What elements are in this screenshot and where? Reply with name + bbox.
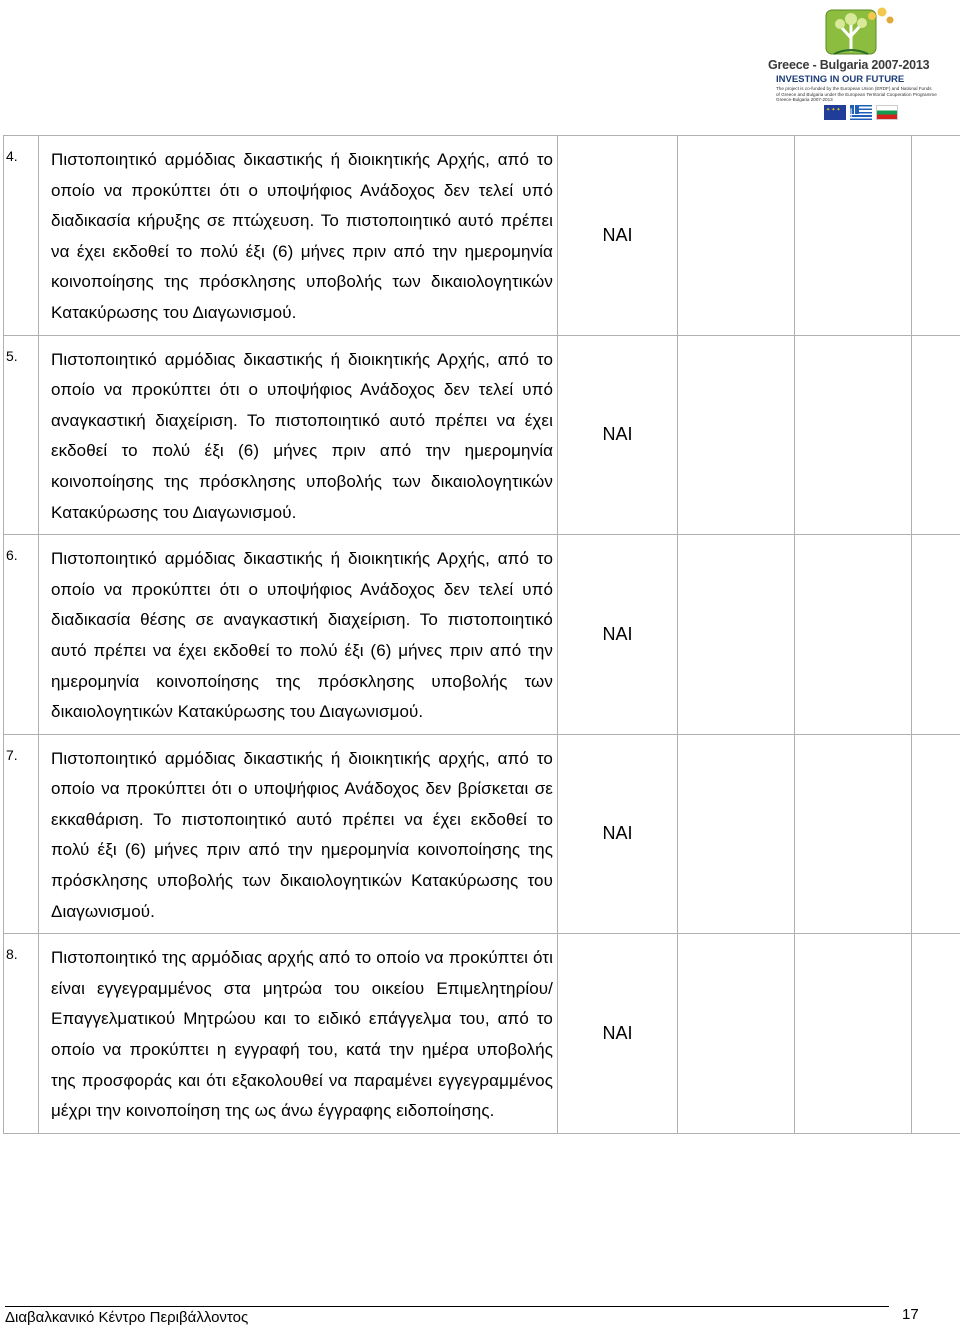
row-answer: ΝΑΙ	[558, 335, 678, 535]
logo-note-line-2: of Greece and Bulgaria under the European Territorial Cooperation Programme	[776, 91, 937, 97]
row-answer: ΝΑΙ	[558, 934, 678, 1134]
programme-logo	[766, 4, 958, 124]
logo-subtitle: INVESTING IN OUR FUTURE	[776, 74, 905, 85]
table-row	[4, 734, 960, 934]
footer-organization: Διαβαλκανικό Κέντρο Περιβάλλοντος	[5, 1309, 249, 1326]
row-text: Πιστοποιητικό της αρμόδιας αρχής από το οποίο να προκύπτει ότι είναι εγγεγραμμένος στα μητρώα του οικείου Επιμελητηρίου/Επαγγελματικού Μητρώου και το ειδικό επάγγελμα του, από το οποίο να προκύπτει η εγγραφή του, κατά την ημέρα υποβολής της προσφοράς και ότι εξακολουθεί να παραμένει εγγεγραμμένος μέχρι την κοινοποίηση της ως άνω έγγραφης ειδοποίησης.	[39, 934, 558, 1134]
row-number: 8.	[4, 934, 39, 1134]
row-answer: ΝΑΙ	[558, 136, 678, 336]
row-number: 5.	[4, 335, 39, 535]
empty-cell	[912, 734, 960, 934]
eu-flag-icon	[824, 105, 846, 120]
row-answer: ΝΑΙ	[558, 734, 678, 934]
empty-cell	[795, 535, 912, 735]
logo-cofunding-note	[776, 86, 958, 103]
table-row	[4, 136, 960, 336]
logo-note-line-1: The project is co-funded by the European Union (ERDF) and National Funds	[776, 86, 932, 91]
empty-cell	[678, 535, 795, 735]
row-number: 4.	[4, 136, 39, 336]
row-text: Πιστοποιητικό αρμόδιας δικαστικής ή διοικητικής αρχής, από το οποίο να προκύπτει ότι ο υποψήφιος Ανάδοχος δεν βρίσκεται σε εκκαθάριση. Το πιστοποιητικό αυτό πρέπει να έχει εκδοθεί το πολύ έξι (6) μήνες πριν από την ημερομηνία κοινοποίησης της πρόσκλησης υποβολής των δικαιολογητικών Κατακύρωσης του Διαγωνισμού.	[39, 734, 558, 934]
logo-note-line-3: Greece-Bulgaria 2007-2013	[776, 97, 833, 103]
row-number: 6.	[4, 535, 39, 735]
empty-cell	[795, 934, 912, 1134]
logo-title: Greece - Bulgaria 2007-2013	[768, 58, 930, 72]
row-answer: ΝΑΙ	[558, 535, 678, 735]
flags-row	[824, 105, 898, 123]
empty-cell	[678, 734, 795, 934]
table-row	[4, 335, 960, 535]
empty-cell	[795, 136, 912, 336]
requirements-table	[3, 135, 960, 1134]
table-row	[4, 934, 960, 1134]
empty-cell	[912, 535, 960, 735]
empty-cell	[678, 136, 795, 336]
row-number: 7.	[4, 734, 39, 934]
bulgaria-flag-icon	[876, 105, 898, 120]
empty-cell	[678, 934, 795, 1134]
empty-cell	[795, 335, 912, 535]
tree-logo-icon	[824, 4, 900, 58]
footer-divider	[5, 1306, 889, 1307]
empty-cell	[912, 136, 960, 336]
table-row	[4, 535, 960, 735]
row-text: Πιστοποιητικό αρμόδιας δικαστικής ή διοικητικής Αρχής, από το οποίο να προκύπτει ότι ο υποψήφιος Ανάδοχος δεν τελεί υπό διαδικασία κήρυξης σε πτώχευση. Το πιστοποιητικό αυτό πρέπει να έχει εκδοθεί το πολύ έξι (6) μήνες πριν από την ημερομηνία κοινοποίησης της πρόσκλησης υποβολής των δικαιολογητικών Κατακύρωσης του Διαγωνισμού.	[39, 136, 558, 336]
row-text: Πιστοποιητικό αρμόδιας δικαστικής ή διοικητικής Αρχής, από το οποίο να προκύπτει ότι ο υποψήφιος Ανάδοχος δεν τελεί υπό διαδικασία θέσης σε αναγκαστική διαχείριση. Το πιστοποιητικό αυτό πρέπει να έχει εκδοθεί το πολύ έξι (6) μήνες πριν από την ημερομηνία κοινοποίησης της πρόσκλησης υποβολής των δικαιολογητικών Κατακύρωσης του Διαγωνισμού.	[39, 535, 558, 735]
empty-cell	[678, 335, 795, 535]
empty-cell	[912, 335, 960, 535]
page-number: 17	[902, 1306, 919, 1323]
greece-flag-icon	[850, 105, 872, 120]
row-text: Πιστοποιητικό αρμόδιας δικαστικής ή διοικητικής Αρχής, από το οποίο να προκύπτει ότι ο υποψήφιος Ανάδοχος δεν τελεί υπό αναγκαστική διαχείριση. Το πιστοποιητικό αυτό πρέπει να έχει εκδοθεί το πολύ έξι (6) μήνες πριν από την ημερομηνία κοινοποίησης της πρόσκλησης υποβολής των δικαιολογητικών Κατακύρωσης του Διαγωνισμού.	[39, 335, 558, 535]
empty-cell	[795, 734, 912, 934]
empty-cell	[912, 934, 960, 1134]
